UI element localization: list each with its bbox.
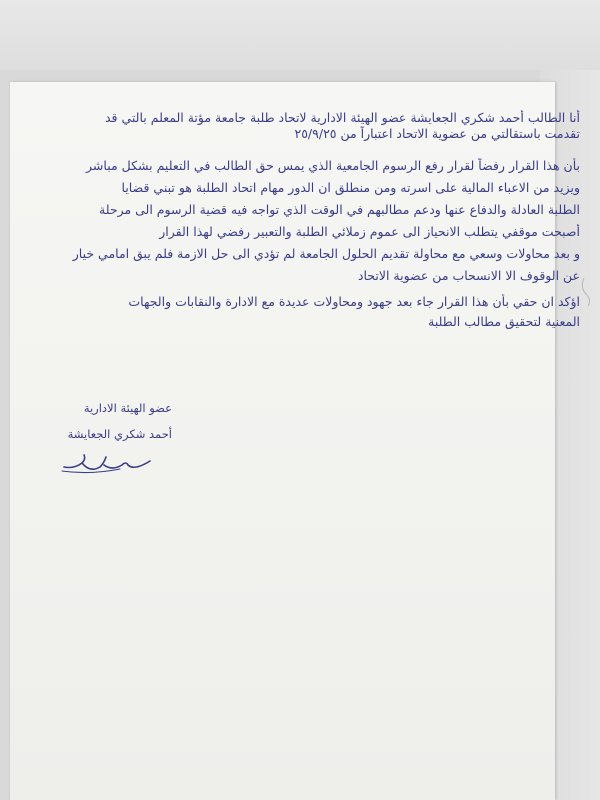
letter-line-6: أصبحت موقفي يتطلب الانحياز الى عموم زملائي الطلبة والتعبير رفضي لهذا القرار bbox=[159, 224, 580, 239]
letter-line-2: تقدمت باستقالتي من عضوية الاتحاد اعتباراً من ٢٥/٩/٢٥ bbox=[294, 126, 580, 141]
letter-line-5: الطلبة العادلة والدفاع عنها ودعم مطالبهم في الوقت الذي تواجه فيه قضية الرسوم الى مرحلة bbox=[99, 202, 580, 217]
handwritten-signature bbox=[60, 451, 160, 477]
letter-line-4: ويزيد من الاعباء المالية على اسرته ومن منطلق ان الدور مهام اتحاد الطلبة هو تبني قضايا bbox=[121, 180, 580, 195]
background-wall bbox=[0, 0, 600, 70]
letter-line-9: اؤكد ان حقي بأن هذا القرار جاء بعد جهود ومحاولات عديدة مع الادارة والنقابات والجهات bbox=[128, 294, 580, 309]
letter-line-8: عن الوقوف الا الانسحاب من عضوية الاتحاد bbox=[357, 268, 580, 283]
paper-blemish-mark bbox=[578, 270, 598, 310]
letter-line-10: المعنية لتحقيق مطالب الطلبة bbox=[428, 314, 580, 329]
letter-line-7: و بعد محاولات وسعي مع محاولة تقديم الحلول الجامعة لم تؤدي الى حل الازمة فلم يبق امامي خيار bbox=[72, 246, 580, 261]
signature-title: عضو الهيئة الادارية bbox=[83, 401, 172, 415]
signature-name: أحمد شكري الجعايشة bbox=[67, 427, 172, 441]
letter-line-1: أنا الطالب أحمد شكري الجعايشة عضو الهيئة الادارية لاتحاد طلبة جامعة مؤتة المعلم بالتي قد bbox=[104, 110, 580, 125]
letter-line-3: بأن هذا القرار رفضاً لقرار رفع الرسوم الجامعية الذي يمس حق الطالب في التعليم بشكل مباشر bbox=[86, 158, 580, 173]
